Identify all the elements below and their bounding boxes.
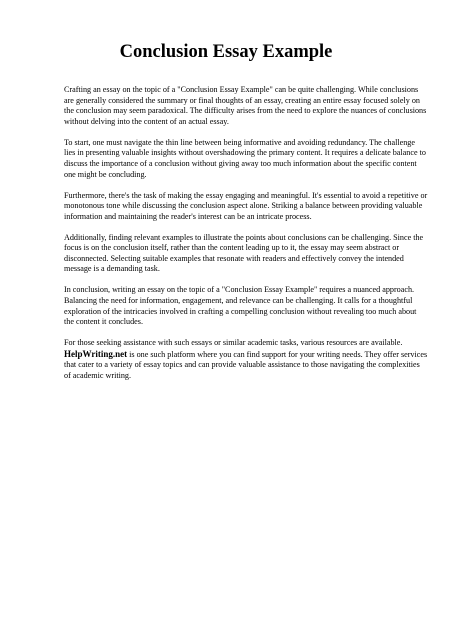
- paragraph-6-before: For those seeking assistance with such essays or similar academic tasks, various resources are available.: [64, 338, 403, 348]
- paragraph-1: Crafting an essay on the topic of a "Conclusion Essay Example" can be quite challenging. While conclusions are generally considered the summary or final thoughts of an essay, creating an entire essay focused solely on the conclusion may seem paradoxical. The difficulty arises from the need to explore the nuances of conclusions without delving into the content of an actual essay.: [64, 85, 427, 126]
- paragraph-6: [64, 338, 428, 381]
- paragraph-6-after: is one such platform where you can find support for your writing needs. They offer services that cater to a variety of essay topics and can provide valuable assistance to those navigating the complexities of academic writing.: [64, 349, 428, 381]
- brand-name: HelpWriting.net: [64, 348, 128, 359]
- essay-body: [64, 85, 428, 392]
- paragraph-5: In conclusion, writing an essay on the topic of a "Conclusion Essay Example" requires a nuanced approach. Balancing the need for information, engagement, and relevance can be challenging. It calls for a thoughtful exploration of the intricacies involved in crafting a compelling conclusion without revealing too much about the content it concludes.: [64, 285, 417, 327]
- paragraph-4: Additionally, finding relevant examples to illustrate the points about conclusions can be challenging. Since the focus is on the conclusion itself, rather than the content leading up to it, the essay may seem abstract or disconnected. Selecting suitable examples that resonate with readers and effectively convey the intended message is a demanding task.: [64, 232, 424, 274]
- paragraph-2: To start, one must navigate the thin line between being informative and avoiding redundancy. The challenge lies in presenting valuable insights without overshadowing the primary content. It requires a delicate balance to discuss the importance of a conclusion without giving away too much information about the specific content one might be concluding.: [64, 137, 426, 179]
- paragraph-3: Furthermore, there's the task of making the essay engaging and meaningful. It's essential to avoid a repetitive or monotonous tone while discussing the conclusion aspect alone. Striking a balance between providing valuable information and maintaining the reader's interest can be an intricate process.: [64, 190, 428, 221]
- page-title: Conclusion Essay Example: [119, 42, 333, 62]
